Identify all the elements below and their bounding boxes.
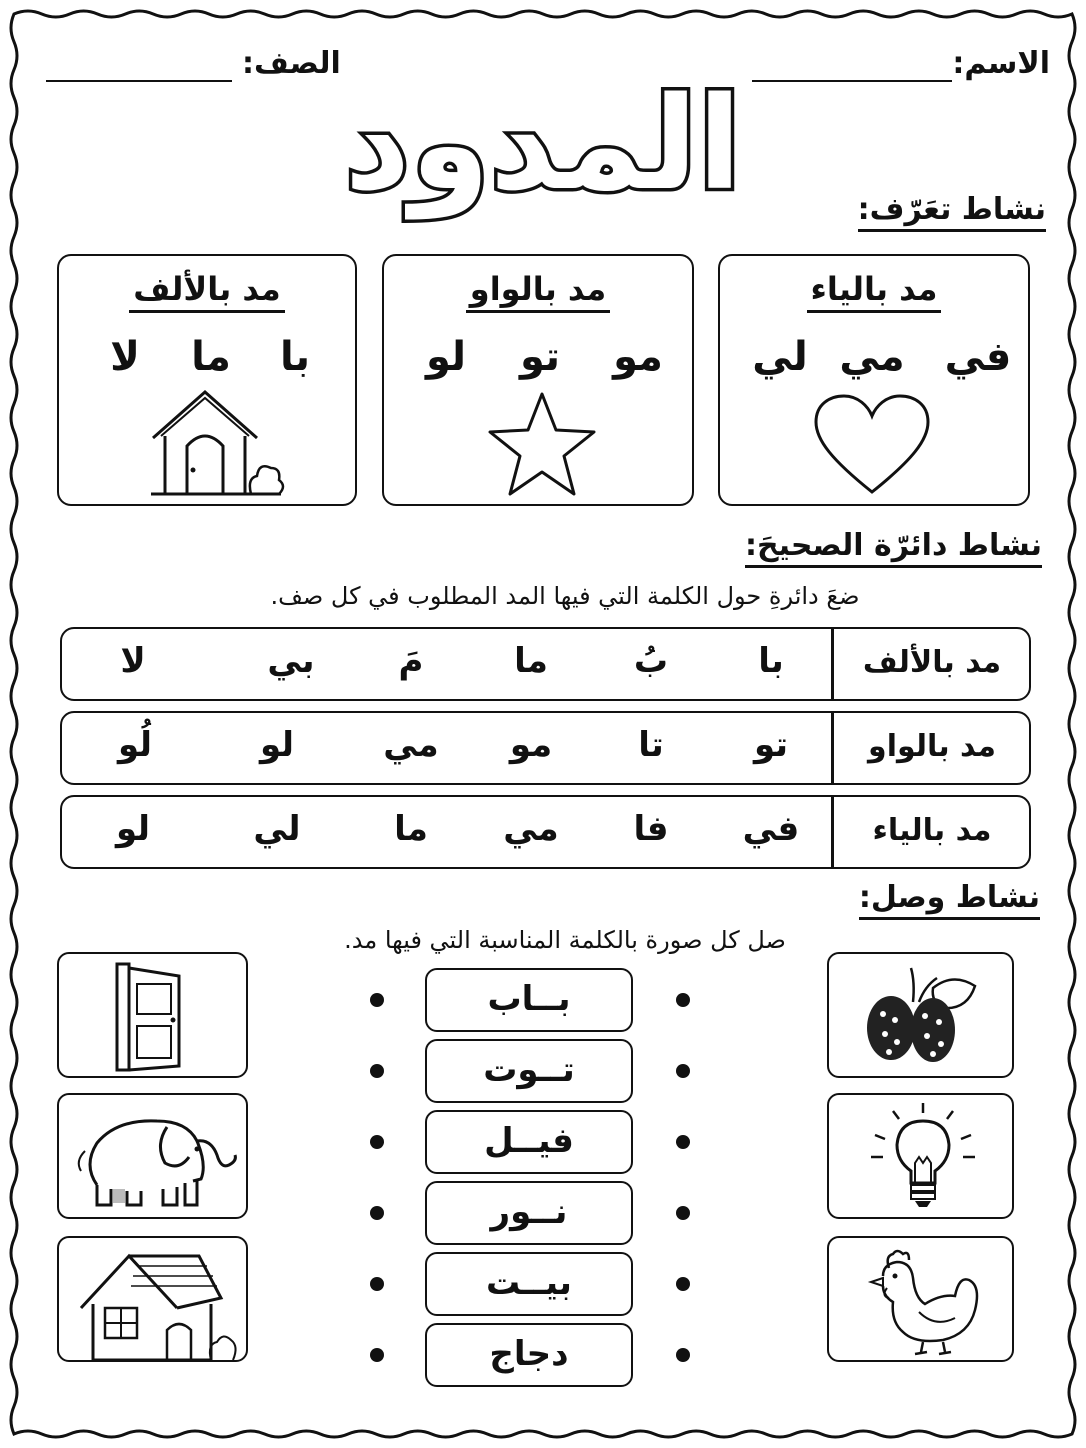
match-dot[interactable] xyxy=(370,1135,384,1149)
heart-icon xyxy=(812,394,932,498)
card-waw xyxy=(382,254,694,506)
match-dot[interactable] xyxy=(676,1348,690,1362)
row-label: مد بالألف xyxy=(862,645,1002,680)
blackberry-icon xyxy=(863,962,983,1072)
option[interactable]: لُو xyxy=(117,725,153,765)
syllable: با xyxy=(279,334,311,380)
syllable: مي xyxy=(839,334,905,380)
star-icon xyxy=(484,390,600,500)
option[interactable]: لو xyxy=(259,725,295,765)
picture-lightbulb[interactable] xyxy=(827,1093,1014,1219)
house-icon xyxy=(73,1246,241,1362)
option[interactable]: لي xyxy=(253,809,301,849)
syllable: لي xyxy=(752,334,808,380)
option[interactable]: مي xyxy=(503,809,559,849)
option[interactable]: مي xyxy=(383,725,439,765)
option[interactable]: بُ xyxy=(633,641,669,681)
option[interactable]: لو xyxy=(115,809,151,849)
picture-hen[interactable] xyxy=(827,1236,1014,1362)
elephant-icon xyxy=(71,1105,239,1213)
match-word[interactable]: بيــت xyxy=(425,1252,633,1316)
card-alef xyxy=(57,254,357,506)
svg-text:المدود: المدود xyxy=(344,70,742,219)
picture-door[interactable] xyxy=(57,952,248,1078)
hen-icon xyxy=(863,1246,987,1358)
house-icon xyxy=(147,386,287,498)
card-title-ya: مد بالياء xyxy=(807,270,942,313)
match-dot[interactable] xyxy=(676,1064,690,1078)
match-dot[interactable] xyxy=(370,1348,384,1362)
class-label: الصف: xyxy=(242,46,341,81)
door-icon xyxy=(115,962,195,1072)
match-dot[interactable] xyxy=(370,993,384,1007)
syllable: تو xyxy=(519,334,561,380)
card-title-waw: مد بالواو xyxy=(466,270,610,313)
option[interactable]: با xyxy=(758,641,784,681)
match-word[interactable]: نــور xyxy=(425,1181,633,1245)
match-word[interactable]: دجاج xyxy=(425,1323,633,1387)
syllable: ما xyxy=(191,334,231,380)
picture-blackberry[interactable] xyxy=(827,952,1014,1078)
match-dot[interactable] xyxy=(370,1064,384,1078)
match-dot[interactable] xyxy=(370,1277,384,1291)
instruction-circle: ضعَ دائرةِ حول الكلمة التي فيها المد المطلوب في كل صف. xyxy=(270,582,860,610)
match-dot[interactable] xyxy=(676,1135,690,1149)
match-word[interactable]: فيــل xyxy=(425,1110,633,1174)
name-label: الاسم: xyxy=(952,46,1050,81)
option[interactable]: تا xyxy=(638,725,664,765)
choice-row-ya xyxy=(60,795,1031,869)
lightbulb-icon xyxy=(869,1101,977,1213)
option[interactable]: مو xyxy=(509,725,553,765)
option[interactable]: تو xyxy=(753,725,789,765)
section-title-recognize: نشاط تعَرّف: xyxy=(858,192,1046,232)
option[interactable]: لا xyxy=(120,641,146,681)
syllable: مو xyxy=(613,334,663,380)
option[interactable]: مَ xyxy=(398,641,424,681)
option[interactable]: ما xyxy=(514,641,548,681)
choice-row-waw xyxy=(60,711,1031,785)
card-ya xyxy=(718,254,1030,506)
match-word[interactable]: بــاب xyxy=(425,968,633,1032)
syllable: لا xyxy=(110,334,140,380)
section-title-match: نشاط وصل: xyxy=(859,880,1040,920)
row-label: مد بالواو xyxy=(868,729,996,764)
choice-row-alef xyxy=(60,627,1031,701)
picture-house[interactable] xyxy=(57,1236,248,1362)
option[interactable]: فا xyxy=(633,809,669,849)
row-label: مد بالياء xyxy=(872,813,992,848)
match-dot[interactable] xyxy=(676,1206,690,1220)
match-dot[interactable] xyxy=(676,1277,690,1291)
match-dot[interactable] xyxy=(370,1206,384,1220)
syllable: في xyxy=(944,334,1012,380)
syllable: لو xyxy=(425,334,467,380)
option[interactable]: ما xyxy=(394,809,428,849)
match-word[interactable]: تــوت xyxy=(425,1039,633,1103)
instruction-match: صل كل صورة بالكلمة المناسبة التي فيها مد. xyxy=(344,926,786,954)
card-title-alef: مد بالألف xyxy=(129,270,284,313)
picture-elephant[interactable] xyxy=(57,1093,248,1219)
option[interactable]: بي xyxy=(267,641,315,681)
option[interactable]: في xyxy=(742,809,800,849)
match-dot[interactable] xyxy=(676,993,690,1007)
section-title-circle: نشاط دائرّة الصحيحَ: xyxy=(745,528,1042,568)
